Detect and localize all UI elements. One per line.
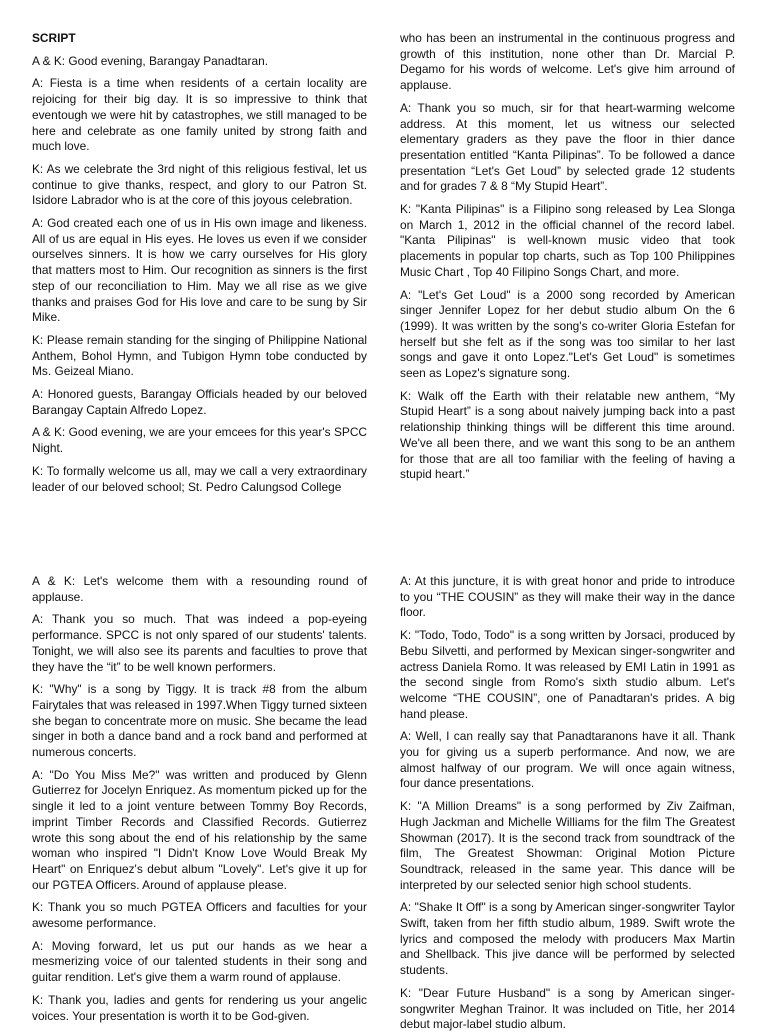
script-paragraph: A: Thank you so much, sir for that heart-warming welcome address. At this moment, let us witness our selected elementary graders as they pave the floor in thier dance presentation entitled “Kanta Pilipinas”. To be followed a dance presentation “Let's Get Loud” by selected grade 12 students and for grades 7 & 8 “My Stupid Heart”. [400, 100, 735, 194]
script-paragraph: K: As we celebrate the 3rd night of this religious festival, let us continue to give thanks, respect, and glory to our Patron St. Isidore Labrador who is at the core of this joyous celebration. [32, 161, 367, 208]
script-paragraph: K: "Todo, Todo, Todo" is a song written by Jorsaci, produced by Bebu Silvetti, and performed by Mexican singer-songwriter and actress Daniela Romo. It was released by EMI Latin in 1991 as the second single from Romo's sixth studio album. Let's welcome “THE COUSIN”, one of Panadtaran's prides. A big hand please. [400, 628, 735, 721]
script-paragraph: K: "Kanta Pilipinas" is a Filipino song released by Lea Slonga on March 1, 2012 in the official channel of the record label. "Kanta Pilipinas" is well-known music video that took placements in popular top charts, such as Top 100 Philippines Music Chart , Top 40 Filipino Songs Chart, and more. [400, 202, 735, 279]
script-paragraph: K: Thank you, ladies and gents for rendering us your angelic voices. Your presentation is worth it to be God-given. [32, 992, 367, 1023]
script-paragraph: K: "Dear Future Husband" is a song by American singer-songwriter Meghan Trainor. It was included on Title, her 2014 debut major-label studio album. [400, 985, 735, 1032]
script-paragraph: K: Please remain standing for the singing of Philippine National Anthem, Bohol Hymn, and Tubigon Hymn tobe conducted by Ms. Geizeal Miano. [32, 332, 367, 379]
script-paragraph: K: To formally welcome us all, may we call a very extraordinary leader of our beloved school; St. Pedro Calungsod College [32, 463, 367, 494]
script-paragraph: A: Thank you so much. That was indeed a pop-eyeing performance. SPCC is not only spared of our students' talents. Tonight, we will also see its parents and faculties to prove that they have the “it” to be well known performers. [32, 612, 367, 674]
script-paragraph: A: Fiesta is a time when residents of a certain locality are rejoicing for their big day. It is so impressive to think that eventough we were hit by catastrophes, we still managed to be here and celebrate as one family united by strong faith and much love. [32, 76, 367, 154]
page2-right-column [400, 574, 735, 1032]
script-paragraph: A: "Let's Get Loud" is a 2000 song recorded by American singer Jennifer Lopez for her debut studio album On the 6 (1999). It was written by the song's co-writer Gloria Estefan for herself but she felt as if the song was too similar to her last songs and gave it onto Lopez."Let's Get Loud" is sometimes seen as Lopez's signature song. [400, 287, 735, 381]
script-paragraph: A & K: Good evening, Barangay Panadtaran. [32, 53, 268, 68]
script-paragraph: A: "Do You Miss Me?" was written and produced by Glenn Gutierrez for Jocelyn Enriquez. As momentum picked up for the single it led to a joint venture between Tommy Boy Records, imprint Timber Records and Classified Records. Gutierrez wrote this song about the end of his relationship by the same woman who inspired "I Didn't Know Love Would Break My Heart" on Enriquez's debut album "Lovely". Let's give it up for our PGTEA Officers. Around of applause please. [32, 767, 367, 892]
page2-left-column [32, 574, 367, 1024]
script-paragraph: who has been an instrumental in the continuous progress and growth of this institution, none other than Dr. Marcial P. Degamo for his words of welcome. Let's give him arround of applause. [400, 31, 735, 93]
script-paragraph: A & K: Good evening, we are your emcees for this year's SPCC Night. [32, 425, 367, 456]
script-paragraph: K: Walk off the Earth with their relatable new anthem, “My Stupid Heart” is a song about naively jumping back into a past relationship thinking things will be different this time around. We've all been there, and we want this song to be an anthem for those that are all too familiar with the feeling of having a stupid heart.” [400, 388, 735, 482]
script-paragraph: A & K: Let's welcome them with a resounding round of applause. [32, 574, 367, 604]
script-paragraph: A: "Shake It Off" is a song by American singer-songwriter Taylor Swift, taken from her fifth studio album, 1989. Swift wrote the lyrics and composed the melody with producers Max Martin and Shellback. This jive dance will be performed by selected students. [400, 900, 735, 978]
script-heading: SCRIPT [32, 31, 76, 45]
script-paragraph: A: Well, I can really say that Panadtaranons have it all. Thank you for giving us a superb performance. And now, we are almost halfway of our program. We will once again witness, four dance presentations. [400, 729, 735, 791]
script-paragraph: K: "A Million Dreams" is a song performed by Ziv Zaifman, Hugh Jackman and Michelle Williams for the film The Greatest Showman (2017). It is the second track from soundtrack of the film, The Greatest Showman: Original Motion Picture Soundtrack, released in the same year. This dance will be interpreted by our selected senior high school students. [400, 799, 735, 892]
script-paragraph: A: At this juncture, it is with great honor and pride to introduce to you “THE COUSIN” as they will make their way in the dance floor. [400, 574, 735, 620]
script-paragraph: A: Honored guests, Barangay Officials headed by our beloved Barangay Captain Alfredo Lopez. [32, 387, 367, 417]
page1-left-column [32, 31, 367, 499]
script-paragraph: K: "Why" is a song by Tiggy. It is track #8 from the album Fairytales that was released in 1997.When Tiggy turned sixteen she began to concentrate more on music. She became the lead singer in both a dance band and a rock band and performed at numerous concerts. [32, 682, 367, 760]
script-paragraph: A: Moving forward, let us put our hands as we hear a mesmerizing voice of our talented students in their song and guitar rendition. Let's give them a warm round of applause. [32, 938, 367, 985]
script-paragraph: K: Thank you so much PGTEA Officers and faculties for your awesome performance. [32, 900, 367, 931]
script-paragraph: A: God created each one of us in His own image and likeness. All of us are equal in His eyes. He loves us even if we consider ourselves sinners. It is how we carry ourselves for His glory that matters most to Him. Our recognition as sinners is the first step of our reconciliation to Him. May we all rise as we give thanks and praises God for His love and care to be sung by Sir Mike. [32, 216, 367, 325]
page1-right-column [400, 31, 735, 499]
